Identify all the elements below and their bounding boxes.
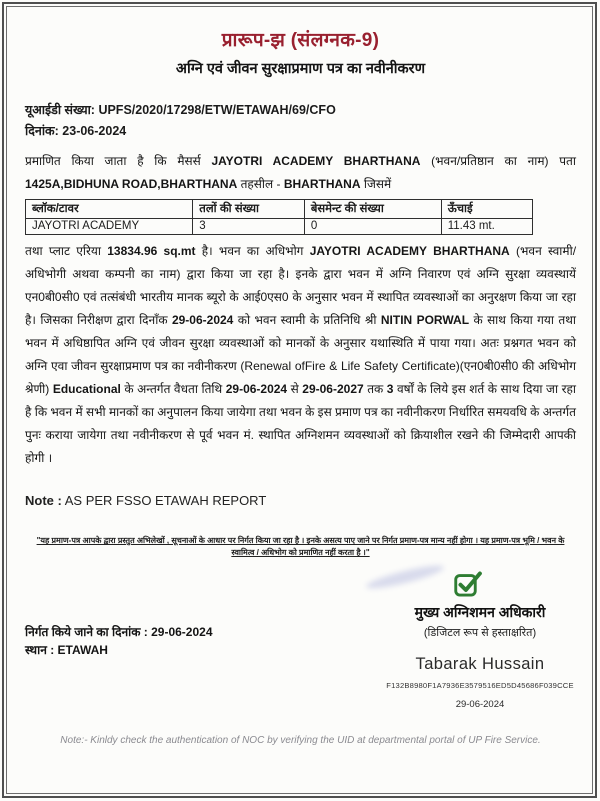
verification-footer-note: Note:- Kinldy check the authentication of NOC by verifying the UID at departmental portal of UP Fire Service. xyxy=(60,735,541,746)
note-label: Note : xyxy=(25,493,62,508)
issue-details xyxy=(25,623,213,659)
signatory-name: Tabarak Hussain xyxy=(415,655,545,673)
disclaimer-text: "यह प्रमाण-पत्र आपके द्वारा प्रस्तुत अभिलेखों , सूचनाओं के आधार पर निर्गत किया जा रहा है । इनके असत्य पाए जाने पर निर्गत प्रमाण-पत्र मान्य नहीं होगा । यह प्रमाण-पत्र भूमि / भवन के स्वामित्व / अधिभोग को प्रमाणित नहीं करता है ।" xyxy=(36,536,565,557)
signature-date: 29-06-2024 xyxy=(455,699,505,710)
uid-line: यूआईडी संख्या: UPFS/2020/17298/ETW/ETAWAH/69/CFO xyxy=(25,103,336,117)
certificate-content xyxy=(25,10,576,791)
signature-zone xyxy=(25,563,576,793)
intro-paragraph: प्रमाणित किया जाता है कि मैसर्स JAYOTRI ACADEMY BHARTHANA (भवन/प्रतिष्ठान का नाम) पता 1425A,BIDHUNA ROAD,BHARTHANA तहसील - BHARTHANA जिसमें xyxy=(25,154,576,191)
digitally-signed-label: (डिजिटल रूप से हस्ताक्षरित) xyxy=(423,627,537,639)
issue-place-line: स्थान : ETAWAH xyxy=(25,643,108,657)
issued-on-line: निर्गत किये जाने का दिनांक : 29-06-2024 xyxy=(25,625,213,639)
col-basement-count: बेसमेन्ट की संख्या xyxy=(304,200,441,219)
signatory-designation: मुख्य अग्निशमन अधिकारी xyxy=(414,604,546,620)
col-height: ऊँचाई xyxy=(441,200,532,219)
meta-block xyxy=(25,100,576,142)
ink-smudge-artifact xyxy=(365,562,446,593)
verified-checkmark-icon xyxy=(453,569,483,599)
cell-floors: 3 xyxy=(193,219,305,235)
col-floor-count: तलों की संख्या xyxy=(193,200,305,219)
table-row xyxy=(26,219,533,235)
note-text: AS PER FSSO ETAWAH REPORT xyxy=(61,493,267,508)
main-body-paragraph: तथा प्लाट एरिया 13834.96 sq.mt है। भवन का अधिभोग JAYOTRI ACADEMY BHARTHANA (भवन स्वामी/ अधिभोगी अथवा कम्पनी का नाम) द्वारा किया जा रहा है। इनके द्वारा भवन में अग्नि निवारण एवं अग्नि सुरक्षा व्यवस्थायें एन0बी0सी0 एवं तत्संबंधी भारतीय मानक ब्यूरो के आई0एस0 के अनुसार भवन में स्थापित व्यवस्थाओं का अनुरक्षण किया जा रहा है। जिसका निरीक्षण द्वारा दिनाँक 29-06-2024 को भवन स्वामी के प्रतिनिधि श्री NITIN PORWAL के साथ किया गया तथा भवन में अधिष्ठापित अग्नि एवं जीवन सुरक्षा व्यवस्थाओं को मानकों के अनुसार यथास्थिति में पाया गया। अतः प्रश्नगत भवन को अग्नि एवा जीवन सुरक्षाप्रमाण पत्र का नवीनीकरण (Renewal ofFire & Life Safety Certificate)(एन0बी0सी0 की अधिभोग श्रेणी) Educational के अन्तर्गत वैधता तिथि 29-06-2024 से 29-06-2027 तक 3 वर्षों के लिये इस शर्त के साथ दिया जा रहा है कि भवन में सभी मानकों का अनुपालन किया जायेगा तथा भवन के इस प्रमाण पत्र का नवीनीकरण निर्धारित समयवधि के अन्तर्गत पुनः कराया जायेगा तथा नवीनीकरण से पूर्व भवन मं. स्थापित अग्निशमन व्यवस्थाओं को क्रियाशील रखने की जिम्मेदारी आपकी होगी । xyxy=(25,244,577,465)
building-details-table xyxy=(25,199,533,235)
signature-hash: F132B8980F1A7936E3579516ED5D45686F039CCE xyxy=(386,681,574,690)
note-line xyxy=(25,493,576,508)
form-title: प्रारूप-झ (संलग्नक-9) xyxy=(221,30,380,51)
cell-block-name: JAYOTRI ACADEMY xyxy=(26,219,193,235)
table-header-row xyxy=(26,200,533,219)
issue-date-line-top: दिनांक: 23-06-2024 xyxy=(25,124,127,138)
col-block-tower: ब्लॉक/टावर xyxy=(26,200,193,219)
certificate-subtitle: अग्नि एवं जीवन सुरक्षाप्रमाण पत्र का नवीनीकरण xyxy=(175,61,426,77)
signature-block xyxy=(360,603,600,710)
cell-height: 11.43 mt. xyxy=(441,219,532,235)
cell-basements: 0 xyxy=(304,219,441,235)
